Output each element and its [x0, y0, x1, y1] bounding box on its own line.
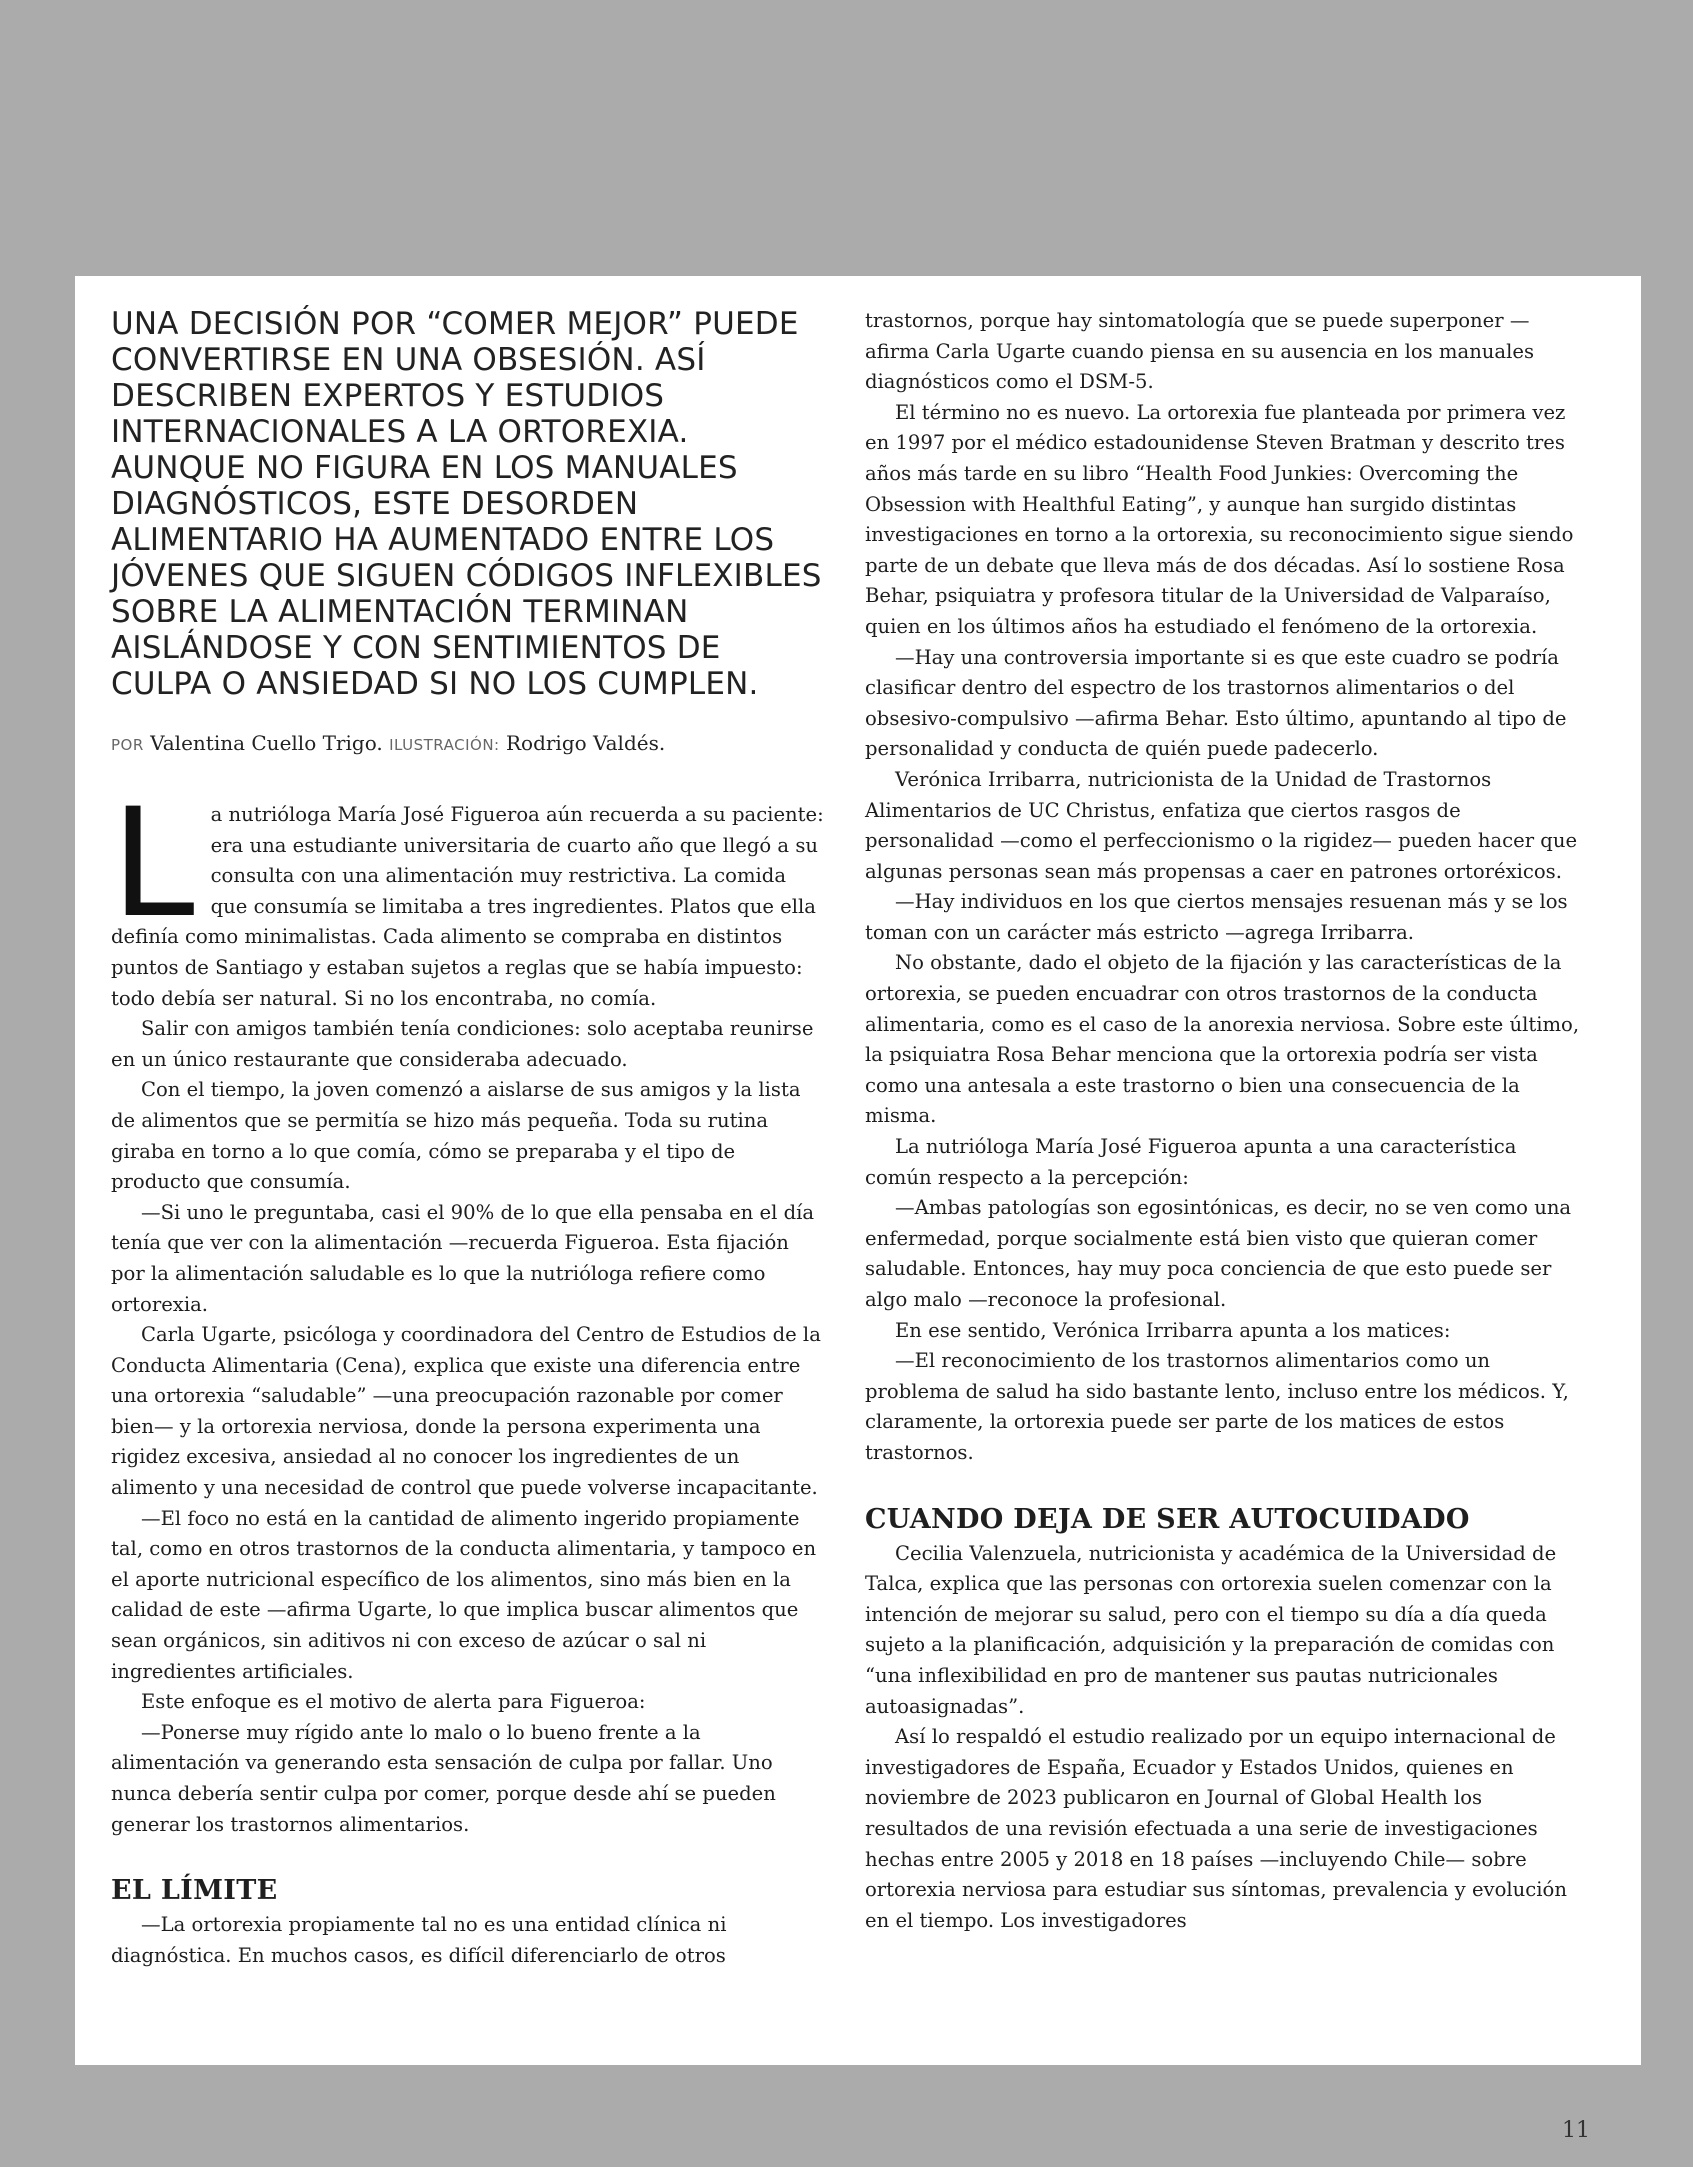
body-paragraph: Verónica Irribarra, nutricionista de la Unidad de Trastornos Alimentarios de UC Christus, enfatiza que ciertos rasgos de personalidad —como el perfeccionismo o la rigidez— pueden hacer que algunas personas sean más propensas a caer en patrones ortoréxicos. — [865, 767, 1578, 883]
left-column — [111, 306, 827, 1971]
body-paragraph: Carla Ugarte, psicóloga y coordinadora del Centro de Estudios de la Conducta Alimentaria (Cena), explica que existe una diferencia entre una ortorexia “saludable” —una preocupación razonable por comer bien— y la ortorexia nerviosa, donde la persona experimenta una rigidez excesiva, ansiedad al no conocer los ingredientes de un alimento y una necesidad de control que puede volverse incapacitante. — [111, 1323, 821, 1500]
body-paragraph: Con el tiempo, la joven comenzó a aislarse de sus amigos y la lista de alimentos que se permitía se hizo más pequeña. Toda su rutina giraba en torno a lo que comía, cómo se preparaba y el tipo de producto que consumía. — [111, 1078, 801, 1194]
body-paragraph: —El reconocimiento de los trastornos alimentarios como un problema de salud ha sido bastante lento, incluso entre los médicos. Y, claramente, la ortorexia puede ser parte de los matices de estos trastornos. — [865, 1349, 1569, 1464]
body-paragraph: En ese sentido, Verónica Irribarra apunta a los matices: — [895, 1318, 1451, 1342]
article-page — [75, 276, 1641, 2065]
byline-author: Valentina Cuello Trigo. — [150, 731, 383, 755]
drop-cap: L — [111, 777, 195, 951]
subhead-el-limite: EL LÍMITE — [111, 1875, 278, 1907]
byline — [111, 730, 827, 758]
lead-paragraph — [111, 777, 827, 1014]
byline-por-label: POR — [111, 736, 144, 754]
lead-paragraph-text: a nutrióloga María José Figueroa aún recuerda a su paciente: era una estudiante universitaria de cuarto año que llegó a su consulta con una alimentación muy restrictiva. La comida que consumía se limitaba a tres ingredientes. Platos que ella definía como minimalistas. Cada alimento se compraba en distintos puntos de Santiago y estaban sujetos a reglas que se había impuesto: todo debía ser natural. Si no los encontraba, no comía. — [111, 803, 824, 1010]
byline-illustration-label: ILUSTRACIÓN: — [389, 736, 500, 754]
subhead-autocuidado: CUANDO DEJA DE SER AUTOCUIDADO — [865, 1503, 1470, 1535]
body-paragraph: —Ponerse muy rígido ante lo malo o lo bueno frente a la alimentación va generando esta sensación de culpa por fallar. Uno nunca debería sentir culpa por comer, porque desde ahí se pueden generar los trastornos alimentarios. — [111, 1720, 776, 1836]
page-number: 11 — [1562, 2118, 1590, 2143]
byline-illustrator: Rodrigo Valdés. — [505, 731, 666, 755]
body-paragraph: El término no es nuevo. La ortorexia fue planteada por primera vez en 1997 por el médico estadounidense Steven Bratman y descrito tres años más tarde en su libro “Health Food Junkies: Overcoming the Obsession with Healthful Eating”, y aunque han surgido distintas investigaciones en torno a la ortorexia, su reconocimiento sigue siendo parte de un debate que lleva más de dos décadas. Así lo sostiene Rosa Behar, psiquiatra y profesora titular de la Universidad de Valparaíso, quien en los últimos años ha estudiado el fenómeno de la ortorexia. — [865, 400, 1574, 638]
body-paragraph: Este enfoque es el motivo de alerta para Figueroa: — [141, 1690, 646, 1714]
article-deck: UNA DECISIÓN POR “COMER MEJOR” PUEDE CONVERTIRSE EN UNA OBSESIÓN. ASÍ DESCRIBEN EXPERTOS Y ESTUDIOS INTERNACIONALES A LA ORTOREXIA. AUNQUE NO FIGURA EN LOS MANUALES DIAGNÓSTICOS, ESTE DESORDEN ALIMENTARIO HA AUMENTADO ENTRE LOS JÓVENES QUE SIGUEN CÓDIGOS INFLEXIBLES SOBRE LA ALIMENTACIÓN TERMINAN AISLÁNDOSE Y CON SENTIMIENTOS DE CULPA O ANSIEDAD SI NO LOS CUMPLEN. — [111, 306, 822, 702]
body-paragraph: No obstante, dado el objeto de la fijación y las características de la ortorexia, se pueden encuadrar con otros trastornos de la conducta alimentaria, como es el caso de la anorexia nerviosa. Sobre este último, la psiquiatra Rosa Behar menciona que la ortorexia podría ser vista como una antesala a este trastorno o bien una consecuencia de la misma. — [865, 951, 1580, 1128]
body-paragraph: Cecilia Valenzuela, nutricionista y académica de la Universidad de Talca, explica que las personas con ortorexia suelen comenzar con la intención de mejorar su salud, pero con el tiempo su día a día queda sujeto a la planificación, adquisición y la preparación de comidas con “una inflexibilidad en pro de mantener sus pautas nutricionales autoasignadas”. — [865, 1541, 1557, 1718]
body-paragraph: trastornos, porque hay sintomatología que se puede superponer —afirma Carla Ugarte cuando piensa en su ausencia en los manuales diagnósticos como el DSM-5. — [865, 309, 1535, 394]
body-paragraph: —Ambas patologías son egosintónicas, es decir, no se ven como una enfermedad, porque socialmente está bien visto que quieran comer saludable. Entonces, hay muy poca conciencia de que esto puede ser algo malo —reconoce la profesional. — [865, 1196, 1572, 1311]
body-paragraph: Así lo respaldó el estudio realizado por un equipo internacional de investigadores de España, Ecuador y Estados Unidos, quienes en noviembre de 2023 publicaron en Journal of Global Health los resultados de una revisión efectuada a una serie de investigaciones hechas entre 2005 y 2018 en 18 países —incluyendo Chile— sobre ortorexia nerviosa para estudiar sus síntomas, prevalencia y evolución en el tiempo. Los investigadores — [865, 1725, 1567, 1932]
body-paragraph: —El foco no está en la cantidad de alimento ingerido propiamente tal, como en otros trastornos de la conducta alimentaria, y tampoco en el aporte nutricional específico de los alimentos, sino más bien en la calidad de este —afirma Ugarte, lo que implica buscar alimentos que sean orgánicos, sin aditivos ni con exceso de azúcar o sal ni ingredientes artificiales. — [111, 1506, 817, 1683]
right-column — [865, 306, 1581, 1936]
body-paragraph: —Hay una controversia importante si es que este cuadro se podría clasificar dentro del espectro de los trastornos alimentarios o del obsesivo-compulsivo —afirma Behar. Esto último, apuntando al tipo de personalidad y conducta de quién puede padecerlo. — [865, 645, 1567, 761]
body-paragraph: La nutrióloga María José Figueroa apunta a una característica común respecto a la percepción: — [865, 1135, 1517, 1189]
left-body — [111, 777, 827, 1971]
body-paragraph: —La ortorexia propiamente tal no es una entidad clínica ni diagnóstica. En muchos casos, es difícil diferenciarlo de otros — [111, 1913, 727, 1967]
right-body — [865, 306, 1581, 1936]
body-paragraph: —Si uno le preguntaba, casi el 90% de lo que ella pensaba en el día tenía que ver con la alimentación —recuerda Figueroa. Esta fijación por la alimentación saludable es lo que la nutrióloga refiere como ortorexia. — [111, 1200, 815, 1316]
body-paragraph: Salir con amigos también tenía condiciones: solo aceptaba reunirse en un único restaurante que consideraba adecuado. — [111, 1017, 814, 1071]
body-paragraph: —Hay individuos en los que ciertos mensajes resuenan más y se los toman con un carácter más estricto —agrega Irribarra. — [865, 890, 1568, 944]
